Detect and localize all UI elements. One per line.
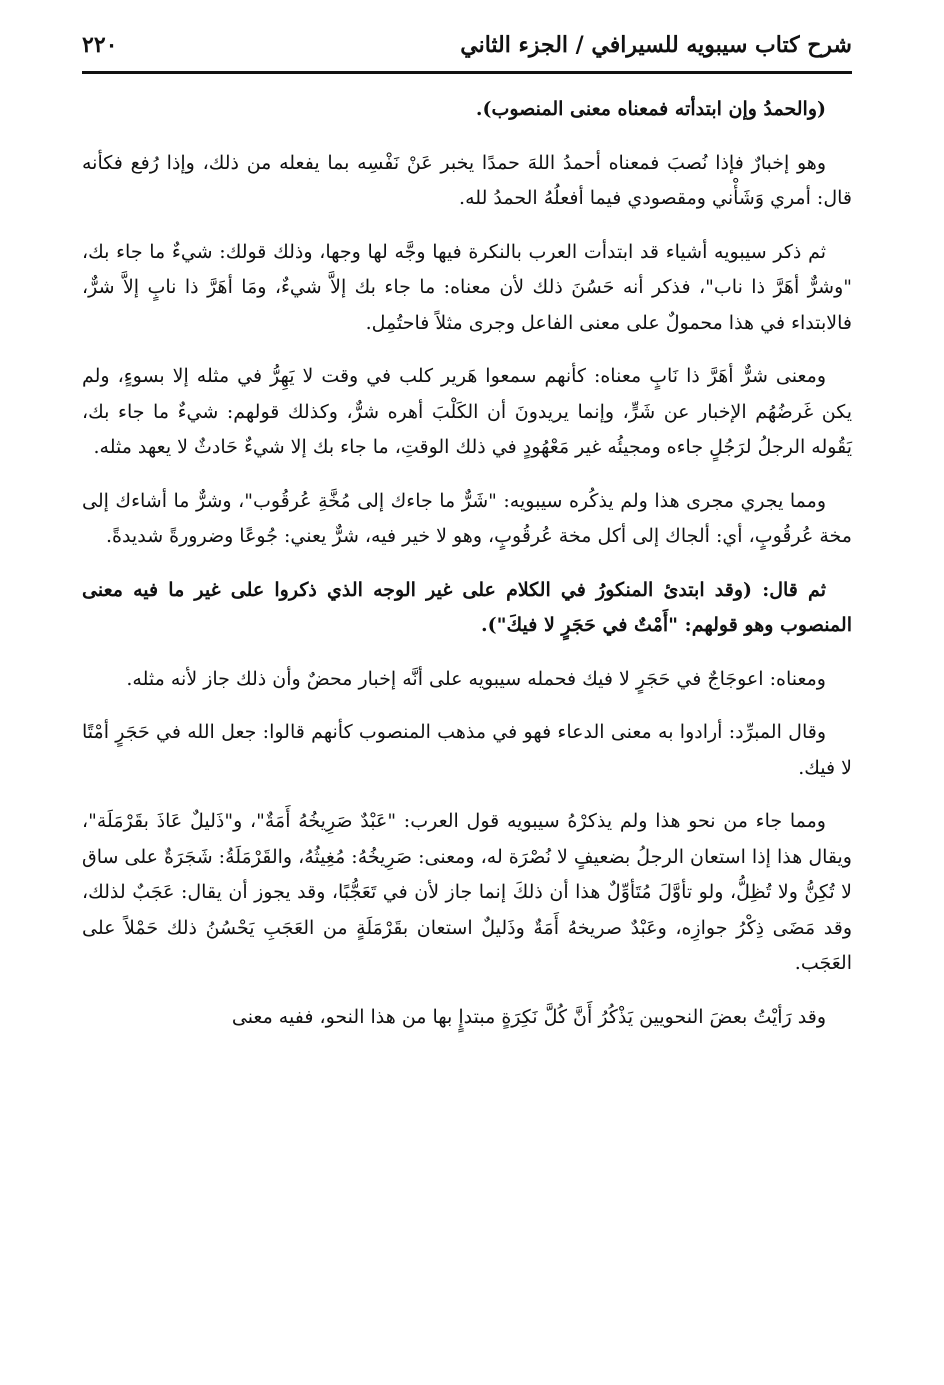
paragraph-4: ومعنى شرٌّ أهَرَّ ذا نَابٍ معناه: كأنهم سمعوا هَرير كلب في وقت لا يَهِرُّ في مثله إلا بسوءٍ، ولم يكن غَرضُهُم الإخبار عن شَرٍّ، وإنما يريدونَ أن الكَلْبَ أهره شرٌّ، وكذلك قولهم: شيءٌ ما جاء بك، يَقُوله الرجلُ لرَجُلٍ جاءه ومجيئُه غير مَعْهُودٍ في ذلك الوقتِ، ما جاء بك إلا شيءٌ حَادثٌ لا يعهد مثله. (82, 365, 852, 458)
paragraph-10: وقد رَأيْتُ بعضَ النحويين يَذْكُرُ أَنَّ كُلَّ نَكِرَةٍ مبتدإٍ بها من هذا النحو، ففيه معنى (231, 1005, 826, 1028)
paragraph-3: ثم ذكر سيبويه أشياء قد ابتدأت العرب بالنكرة فيها وجَّه لها وجها، وذلك قولك: شيءٌ ما جاء بك، "وشرٌّ أهَرَّ ذا ناب"، فذكر أنه حَسُنَ ذلك لأن معناه: ما جاء بك إلاَّ شيءٌ، ومَا أهَرَّ ذا نابٍ إلاَّ شرٌّ، فالابتداء في هذا محمولٌ على معنى الفاعل وجرى مثلاً فاحتُمِل. (82, 240, 852, 334)
page-header (82, 28, 852, 74)
paragraph-7: ومعناه: اعوجَاجٌ في حَجَرٍ لا فيك فحمله سيبويه على أنَّه إخبار محضٌ وأن ذلك جاز لأنه مثله. (126, 667, 826, 690)
page-number: ٢٢٠ (82, 32, 118, 58)
page-body (82, 92, 852, 1053)
paragraph-2: وهو إخبارٌ فإذا نُصبَ فمعناه أحمدُ اللهَ حمدًا يخبر عَنْ نَفْسِه بما يفعله من ذلك، وإذا رُفع فكأنه قال: أمري وَشَأْني ومقصودي فيما أفعلُهُ الحمدُ لله. (82, 151, 852, 209)
paragraph-9: ومما جاء من نحو هذا ولم يذكرْهُ سيبويه قول العرب: "عَبْدٌ صَرِيخُهُ أَمَةٌ"، و"ذَليلٌ عَاذَ بقَرْمَلَة"، ويقال هذا إذا استعان الرجلُ بضعيفٍ لا نُصْرَة له، ومعنى: صَرِيخُهُ: مُغِيثُهُ، والقَرْمَلَةُ: شَجَرَةٌ على ساق لا تُكِنُّ ولا تُظِلُّ، ولو تأوَّلَ مُتَأوِّلٌ هذا أن ذلكَ إنما جاز لأن في تَعَجُّبًا، وقد يجوز أن يقال: عَجَبٌ لذلك، وقد مَضَى ذِكْرُ جوازِه، وعَبْدٌ صريخهُ أَمَةٌ وذَليلٌ استعان بقَرْمَلَةٍ من العَجَبِ يَحْسُنُ ذلك حَمْلاً على العَجَب. (82, 810, 852, 974)
paragraph-6: ثم قال: (وقد ابتدئ المنكورُ في الكلام على غير الوجه الذي ذكروا على غير ما فيه معنى المنصوب وهو قولهم: "أَمْتٌ في حَجَرٍ لا فيكَ"). (82, 578, 852, 636)
paragraph-1: (والحمدُ وإن ابتدأته فمعناه معنى المنصوب). (475, 98, 826, 120)
header-divider (82, 71, 852, 74)
paragraph-5: ومما يجري مجرى هذا ولم يذكُره سيبويه: "شَرٌّ ما جاءك إلى مُخَّةِ عُرقُوب"، وشرٌّ ما أشاءك إلى مخة عُرقُوبٍ، أي: ألجاك إلى أكل مخة عُرقُوبٍ، وهو لا خير فيه، شرٌّ يعني: جُوعًا وضرورةً شديدةً. (82, 489, 852, 547)
paragraph-8: وقال المبرِّد: أرادوا به معنى الدعاء فهو في مذهب المنصوب كأنهم قالوا: جعل الله في حَجَرٍ أمْتًا لا فيك. (82, 721, 852, 779)
running-title: شرح كتاب سيبويه للسيرافي / الجزء الثاني (460, 32, 852, 58)
